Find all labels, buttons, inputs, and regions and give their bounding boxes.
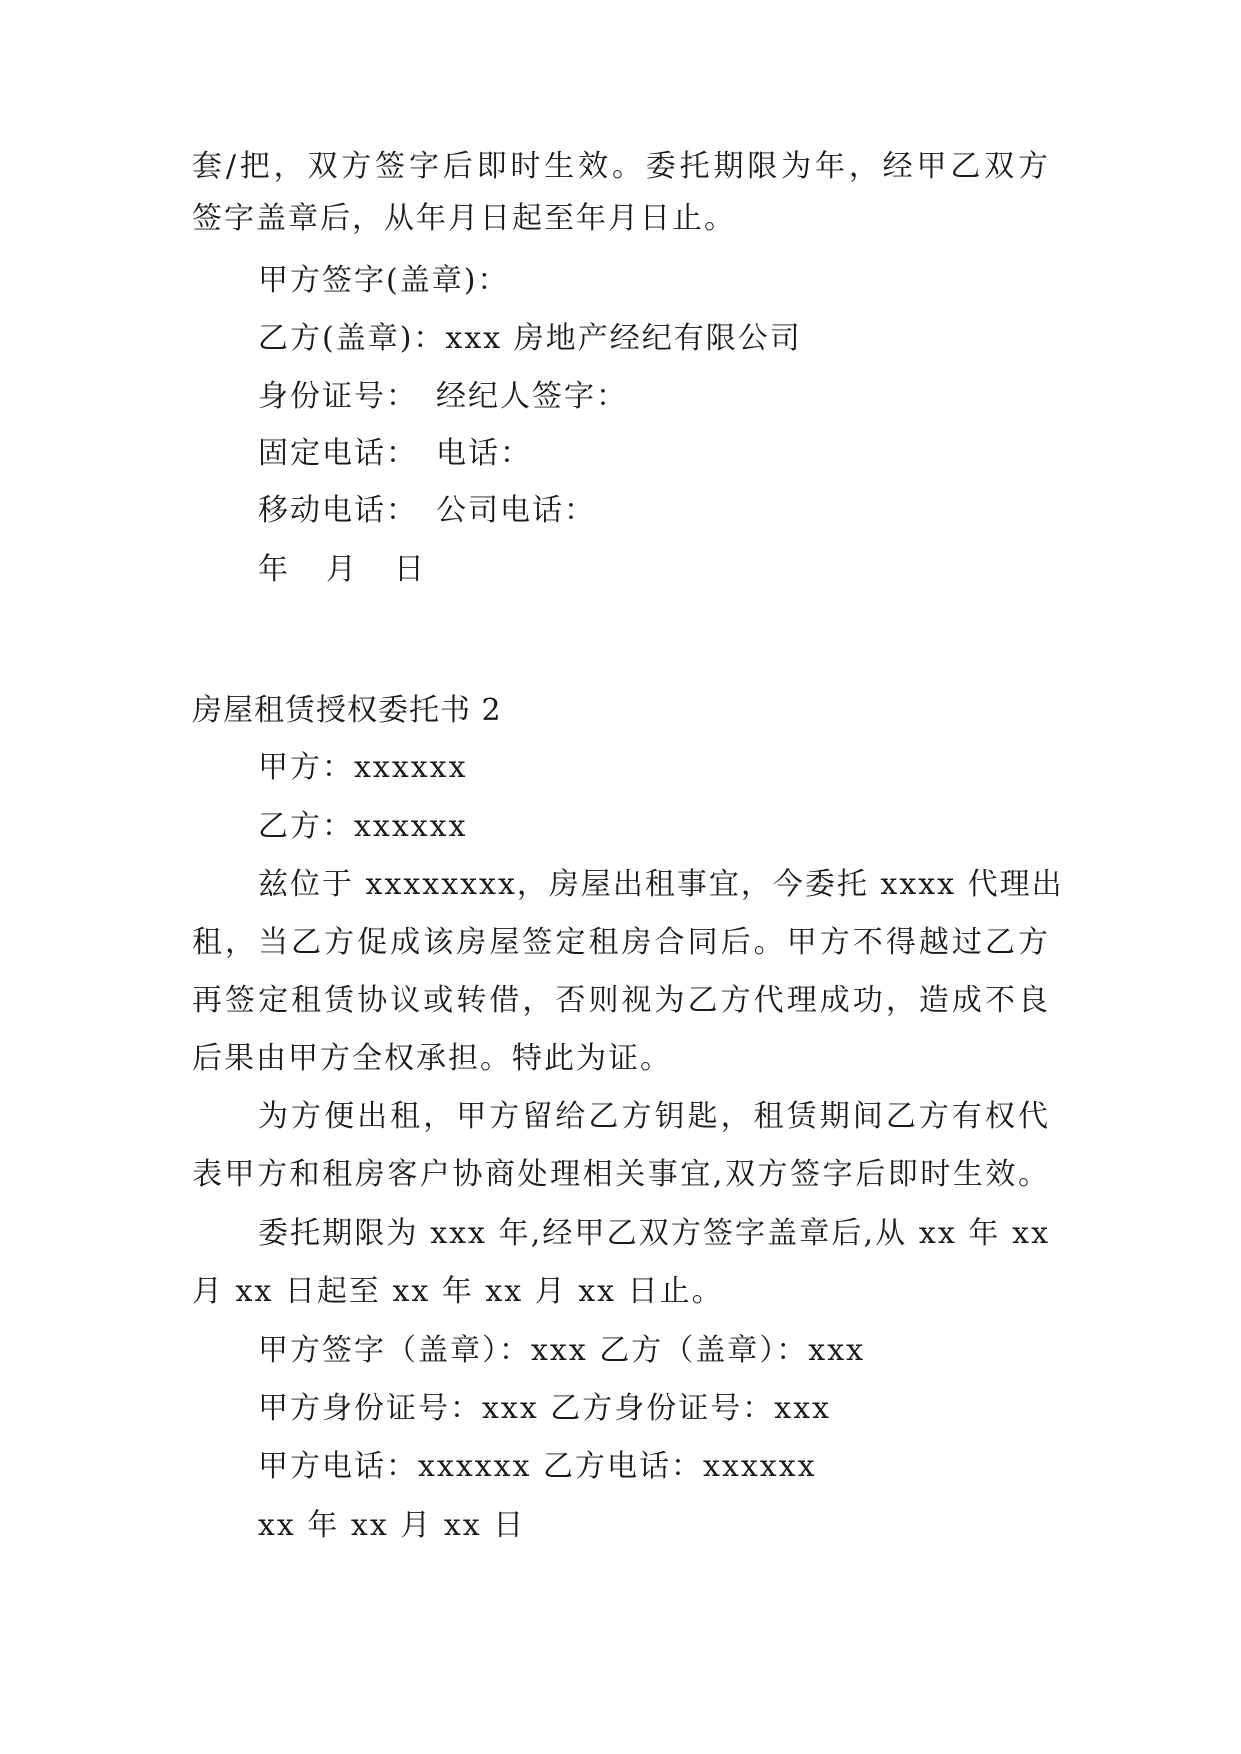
paragraph-line: 为方便出租，甲方留给乙方钥匙，租赁期间乙方有权代 (258, 1099, 1050, 1134)
date-line: xx 年 xx 月 xx 日 (258, 1508, 526, 1543)
agent-signature-label: 经纪人签字： (436, 379, 628, 414)
party-a-line: 甲方：xxxxxx (258, 750, 468, 785)
signature-line: 甲方签字（盖章）：xxx 乙方（盖章）：xxx (258, 1333, 866, 1368)
mobile-line (258, 492, 596, 530)
paragraph-line: 租，当乙方促成该房屋签定租房合同后。甲方不得越过乙方 (192, 925, 1050, 960)
day-label: 日 (394, 552, 426, 587)
year-label: 年 (258, 552, 290, 587)
phone-line: 甲方电话：xxxxxx 乙方电话：xxxxxx (258, 1449, 817, 1484)
section-title: 房屋租赁授权委托书 2 (192, 693, 502, 728)
paragraph-line: 后果由甲方全权承担。特此为证。 (192, 1041, 672, 1076)
signature-line-party-a: 甲方签字(盖章)： (258, 263, 510, 298)
paragraph-line: 月 xx 日起至 xx 年 xx 月 xx 日止。 (192, 1274, 724, 1309)
id-number-line (258, 378, 628, 416)
mobile-label: 移动电话： (258, 493, 418, 528)
month-label: 月 (326, 552, 358, 587)
party-b-line: 乙方：xxxxxx (258, 809, 468, 844)
signature-line-party-b: 乙方(盖章)：xxx 房地产经纪有限公司 (258, 321, 802, 356)
paragraph-line: 再签定租赁协议或转借，否则视为乙方代理成功，造成不良 (192, 983, 1050, 1018)
paragraph-line: 兹位于 xxxxxxxx，房屋出租事宜，今委托 xxxx 代理出 (258, 867, 1064, 902)
paragraph-line: 委托期限为 xxx 年,经甲乙双方签字盖章后,从 xx 年 xx (258, 1216, 1050, 1251)
company-phone-label: 公司电话： (436, 493, 596, 528)
date-line (258, 551, 426, 589)
landline-label: 固定电话： (258, 436, 418, 471)
paragraph-line: 套/把，双方签字后即时生效。委托期限为年，经甲乙双方 (192, 149, 1050, 184)
paragraph-line: 表甲方和租房客户协商处理相关事宜,双方签字后即时生效。 (192, 1157, 1050, 1192)
paragraph-line: 签字盖章后，从年月日起至年月日止。 (192, 201, 736, 236)
id-number-line: 甲方身份证号：xxx 乙方身份证号：xxx (258, 1391, 832, 1426)
phone-line (258, 435, 532, 473)
id-number-label: 身份证号： (258, 379, 418, 414)
phone-label: 电话： (436, 436, 532, 471)
